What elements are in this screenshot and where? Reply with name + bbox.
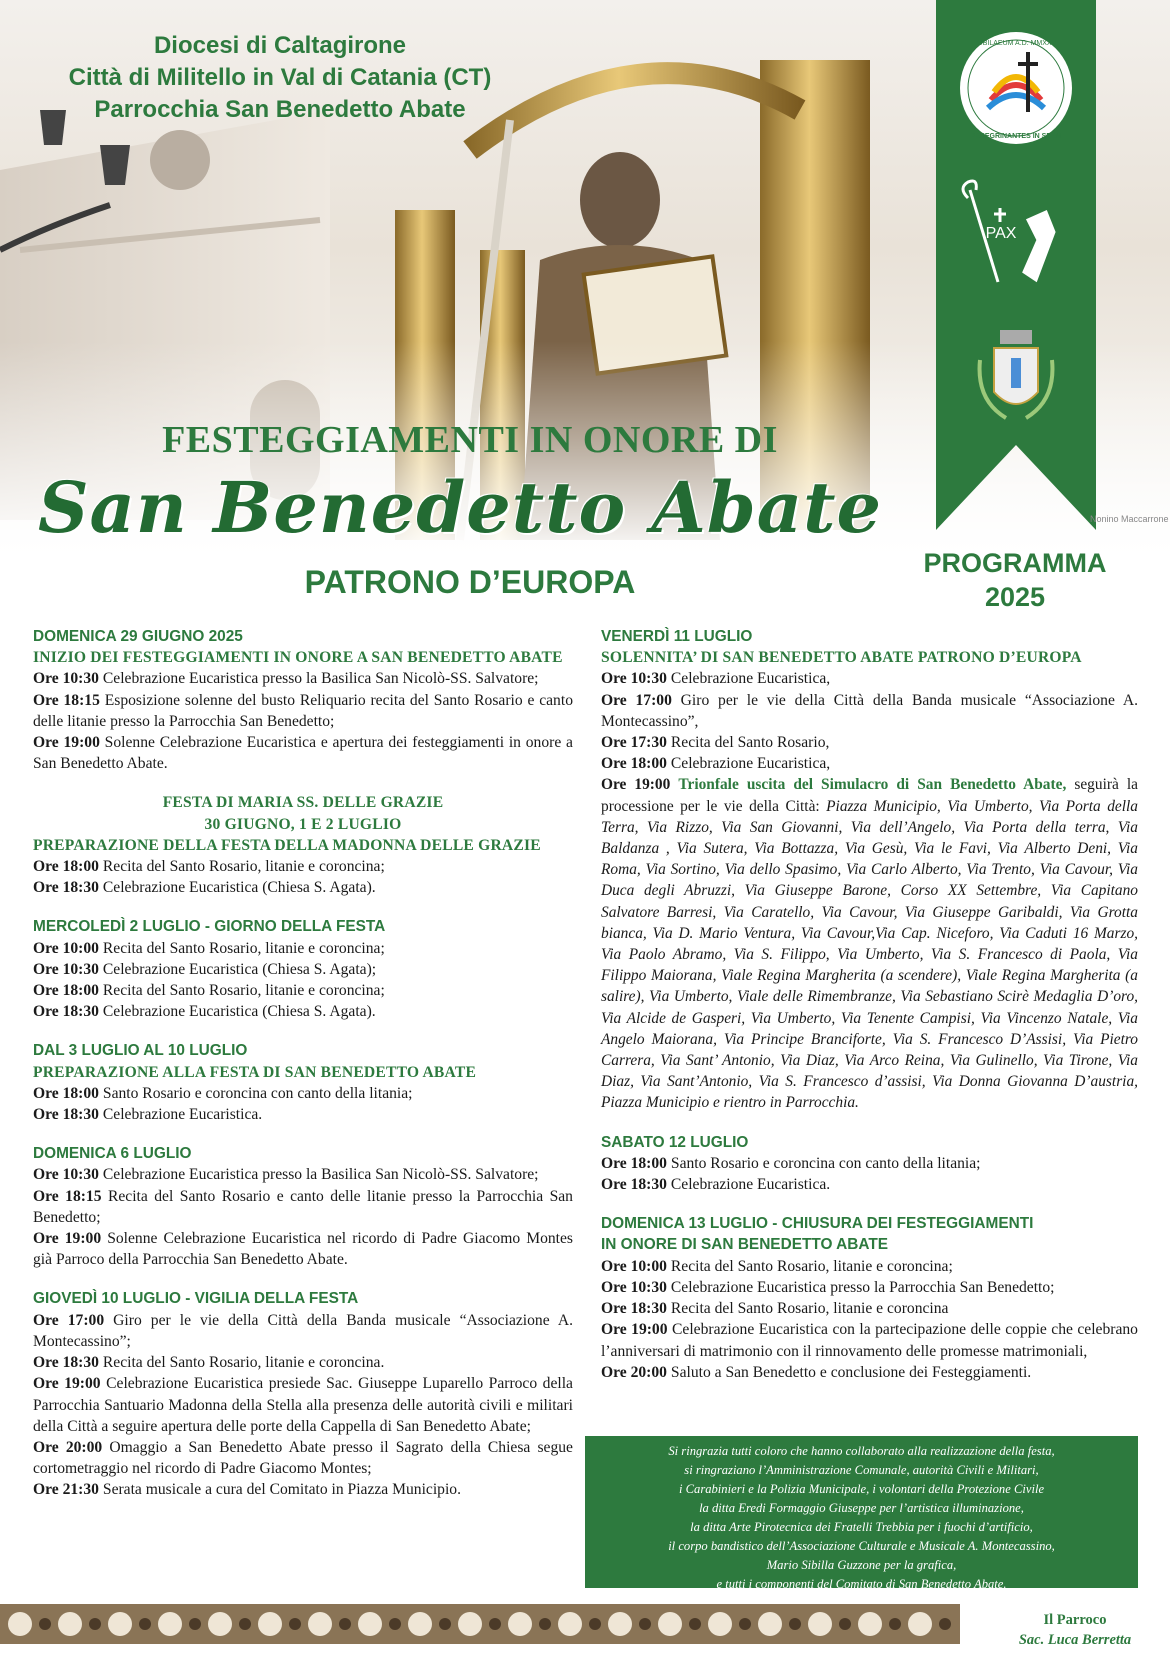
thanks-line: il corpo bandistico dell’Associazione Culturale e Musicale A. Montecassino, (668, 1539, 1055, 1553)
section-date: VENERDÌ 11 LUGLIO (601, 628, 753, 645)
thanks-line: i Carabinieri e la Polizia Municipale, i volontari della Protezione Civile (678, 1482, 1045, 1496)
thanks-line: Si ringrazia tutti coloro che hanno collaborato alla realizzazione della festa, (668, 1444, 1055, 1458)
thanks-line: e tutti i componenti del Comitato di San Benedetto Abate. (716, 1577, 1007, 1591)
schedule-item: Ore 18:30 Recita del Santo Rosario, litanie e coroncina. (33, 1354, 385, 1372)
section-madonna-grazie (33, 792, 573, 898)
schedule-item: Ore 18:00 Recita del Santo Rosario, litanie e coroncina; (33, 858, 385, 876)
section-date: DAL 3 LUGLIO AL 10 LUGLIO (33, 1042, 248, 1060)
schedule-item: Ore 18:30 Recita del Santo Rosario, litanie e coroncina (601, 1300, 949, 1318)
schedule-item: Ore 20:00 Saluto a San Benedetto e conclusione dei Festeggiamenti. (601, 1363, 1032, 1381)
schedule-item: Ore 18:00 Recita del Santo Rosario, litanie e coroncina; (33, 982, 385, 1000)
schedule-item: Ore 18:30 Celebrazione Eucaristica (Chiesa S. Agata). (33, 1003, 376, 1021)
section-subtitle: PREPARAZIONE ALLA FESTA DI SAN BENEDETTO ABATE (33, 1063, 477, 1081)
schedule-item: Ore 17:00 Giro per le vie della Città della Banda musicale “Associazione A. Montecassino”; (33, 1311, 573, 1350)
parroco-role: Il Parroco (1043, 1612, 1107, 1628)
schedule-item: Ore 18:00 Santo Rosario e coroncina con canto della litania; (33, 1084, 413, 1102)
section-july-3-10 (33, 1040, 573, 1125)
acknowledgements-box (585, 1436, 1138, 1591)
diocese-label: Diocesi di Caltagirone (153, 32, 407, 59)
procession-item: Ore 19:00 Trionfale uscita del Simulacro di San Benedetto Abate, seguirà la processione per le vie della Città: Piazza Municipio, Via Umberto, Via Porta della Terra, Via Rizzo, Via San Giovanni, Via dell’Angelo, Via Porta della terra, Via Baldanza , Via Sutera, Via Bottazza, Via Gesù, Via le Favi, Via Alberto Deni, Via Roma, Via Sortino, Via dello Spasimo, Via Carlo Alberto, Via Trento, Via Cavour, Via Duca degli Abruzzi, Via Giuseppe Barone, Corso XX Settembre, Via Capitano Salvatore Barresi, Via Caratello, Via Cavour, Via Giuseppe Garibaldi, Via Grotta bianca, Via D. Mario Ventura, Via Cavour,Via Cap. Niceforo, Via Caduti 16 Marzo, Via Paolo Abramo, Via S. Filippo, Via Umberto, Via S. Francesco di Paola, Via Filippo Maiorana, Viale Regina Margherita (a scendere), Viale Regina Margherita (a salire), Via Umberto, Viale delle Rimembranze, Via Sebastiano Scirè Medaglia D’oro, Via Alcide de Gasperi, Via Umberto, Via Tenente Campisi, Via Vincenzo Natale, Via Angelo Maiorana, Via Principe Branciforte, Via S. Francesco D’Assisi, Via Pietro Carrera, Via Sant’ Antonio, Via Diaz, Via Arco Reina, Via Gulinello, Via Tirone, Via Diaz, Via Sant’Antonio, Via S. Francesco d’assisi, Via Donna Giovanna D’austria, Piazza Municipio e rientro in Parrocchia. (601, 776, 1138, 1112)
thanks-line: la ditta Eredi Formaggio Giuseppe per l’artistica illuminazione, (699, 1501, 1024, 1515)
schedule-item: Ore 18:30 Celebrazione Eucaristica (Chiesa S. Agata). (33, 879, 376, 897)
procession-route: Piazza Municipio, Via Umberto, Via Porta della Terra, Via Rizzo, Via San Giovanni, Via dell’Angelo, Via Porta della terra, Via Baldanza , Via Sutera, Via Bottazza, Via Gesù, Via le Favi, Via Alberto Deni, Via Roma, Via Sortino, Via dello Spasimo, Via Carlo Alberto, Via Trento, Via Cavour, Via Duca degli Abruzzi, Via Giuseppe Barone, Corso XX Settembre, Via Capitano Salvatore Barresi, Via Caratello, Via Cavour, Via Giuseppe Garibaldi, Via Grotta bianca, Via D. Mario Ventura, Via Cavour,Via Cap. Niceforo, Via Caduti 16 Marzo, Via Paolo Abramo, Via S. Filippo, Via Umberto, Via S. Francesco di Paola, Via Filippo Maiorana, Viale Regina Margherita (a scendere), Viale Regina Margherita (a salire), Via Umberto, Viale delle Rimembranze, Via Sebastiano Scirè Medaglia D’oro, Via Alcide de Gasperi, Via Umberto, Via Tenente Campisi, Via Vincenzo Natale, Via Angelo Maiorana, Via Principe Branciforte, Via S. Francesco D’Assisi, Via Pietro Carrera, Via Sant’ Antonio, Via Diaz, Via Arco Reina, Via Gulinello, Via Tirone, Via Diaz, Via Sant’Antonio, Via S. Francesco d’assisi, Via Donna Giovanna D’austria, Piazza Municipio e rientro in Parrocchia. (601, 797, 1138, 1112)
schedule-item: Ore 18:15 Esposizione solenne del busto Reliquario recita del Santo Rosario e canto delle litanie presso la Parrocchia San Benedetto; (33, 691, 573, 730)
section-date: GIOVEDÌ 10 LUGLIO - VIGILIA DELLA FESTA (33, 1290, 359, 1308)
hero-section (0, 0, 1170, 620)
signature-block (990, 1610, 1160, 1650)
svg-text:PEREGRINANTES IN SPEM: PEREGRINANTES IN SPEM (970, 133, 1062, 140)
section-date: SABATO 12 LUGLIO (601, 1133, 749, 1151)
program-word: PROGRAMMA (923, 548, 1107, 578)
section-title: FESTA DI MARIA SS. DELLE GRAZIE (162, 794, 444, 812)
section-july-11 (601, 626, 1138, 1114)
thanks-line: si ringraziano l’Amministrazione Comunale, autorità Civili e Militari, (684, 1463, 1039, 1477)
schedule-item: Ore 18:00 Celebrazione Eucaristica, (601, 755, 831, 773)
section-subtitle: PREPARAZIONE DELLA FESTA DELLA MADONNA DELLE GRAZIE (33, 836, 541, 854)
schedule-item: Ore 19:00 Celebrazione Eucaristica con la partecipazione delle coppie che celebrano l’anniversari di matrimonio con il rinnovamento delle promesse matrimoniali, (601, 1321, 1138, 1360)
section-june-29 (33, 626, 573, 774)
schedule-item: Ore 19:00 Solenne Celebrazione Eucaristica nel ricordo di Padre Giacomo Montes già Parroco della Parrocchia San Benedetto Abate. (33, 1230, 573, 1269)
schedule-item: Ore 21:30 Serata musicale a cura del Comitato in Piazza Municipio. (33, 1481, 461, 1499)
schedule-item: Ore 20:00 Omaggio a San Benedetto Abate presso il Sagrato della Chiesa segue cortometraggio nel ricordo di Padre Giacomo Montes; (33, 1438, 573, 1478)
schedule-item: Ore 10:30 Celebrazione Eucaristica presso la Basilica San Nicolò-SS. Salvatore; (33, 670, 539, 688)
section-date: DOMENICA 6 LUGLIO (33, 1145, 192, 1163)
section-subtitle: IN ONORE DI SAN BENEDETTO ABATE (601, 1236, 889, 1254)
section-subtitle: SOLENNITA’ DI SAN BENEDETTO ABATE PATRONO D’EUROPA (601, 649, 1082, 667)
section-date: MERCOLEDÌ 2 LUGLIO - GIORNO DELLA FESTA (33, 918, 386, 936)
schedule-item: Ore 18:30 Celebrazione Eucaristica. (33, 1106, 263, 1124)
section-july-2 (33, 916, 573, 1022)
schedule-item: Ore 18:30 Celebrazione Eucaristica. (601, 1176, 831, 1194)
schedule-item: Ore 10:30 Celebrazione Eucaristica, (601, 670, 831, 688)
schedule-item: Ore 19:00 Celebrazione Eucaristica presiede Sac. Giuseppe Luparello Parroco della Parrocchia Santuario Madonna della Stella alla presenza delle autorità civili e militari della Città a seguire apertura delle porte della Cappella di San Benedetto Abate; (33, 1375, 573, 1435)
section-date: DOMENICA 29 GIUGNO 2025 (33, 628, 243, 645)
parish-label: Parrocchia San Benedetto Abate (94, 96, 466, 123)
festivities-title: FESTEGGIAMENTI IN ONORE DI (162, 419, 778, 461)
schedule-item: Ore 10:30 Celebrazione Eucaristica presso la Parrocchia San Benedetto; (601, 1278, 1055, 1296)
patron-subtitle: PATRONO D’EUROPA (304, 564, 636, 600)
thanks-line: Mario Sibilla Guzzone per la grafica, (766, 1558, 957, 1572)
section-date: DOMENICA 13 LUGLIO - CHIUSURA DEI FESTEGGIAMENTI (601, 1215, 1034, 1233)
svg-text:PAX: PAX (985, 225, 1017, 242)
thanks-line: la ditta Arte Pirotecnica dei Fratelli Trebbia per i fuochi d’artificio, (690, 1520, 1033, 1534)
schedule-item: Ore 18:00 Santo Rosario e coroncina con canto della litania; (601, 1154, 981, 1172)
schedule-right-column (601, 626, 1138, 1401)
section-subtitle: INIZIO DEI FESTEGGIAMENTI IN ONORE A SAN BENEDETTO ABATE (33, 649, 563, 667)
section-dates: 30 GIUGNO, 1 E 2 LUGLIO (204, 815, 402, 833)
parroco-name: Sac. Luca Berretta (1018, 1632, 1132, 1648)
schedule-item: Ore 19:00 Solenne Celebrazione Eucaristica e apertura dei festeggiamenti in onore a San Benedetto Abate. (33, 734, 573, 773)
svg-text:IUBILAEUM A.D. MMXXV: IUBILAEUM A.D. MMXXV (975, 40, 1057, 47)
section-july-12 (601, 1132, 1138, 1196)
schedule-left-column (33, 626, 573, 1519)
schedule-item: Ore 17:30 Recita del Santo Rosario, (601, 734, 830, 752)
photo-credit: Nonino Maccarrone (1090, 514, 1169, 524)
section-july-10 (33, 1288, 573, 1500)
schedule-item: Ore 10:00 Recita del Santo Rosario, litanie e coroncina; (601, 1257, 953, 1275)
decorative-frieze (0, 1604, 960, 1644)
program-year: 2025 (984, 582, 1046, 612)
section-july-6 (33, 1143, 573, 1270)
schedule-item: Ore 18:15 Recita del Santo Rosario e canto delle litanie presso la Parrocchia San Benedetto; (33, 1187, 573, 1226)
schedule-item: Ore 17:00 Giro per le vie della Città della Banda musicale “Associazione A. Montecassino”, (601, 691, 1138, 730)
schedule-item: Ore 10:30 Celebrazione Eucaristica (Chiesa S. Agata); (33, 960, 377, 978)
schedule-item: Ore 10:30 Celebrazione Eucaristica presso la Basilica San Nicolò-SS. Salvatore; (33, 1166, 539, 1184)
jubilee-logo-icon (960, 32, 1072, 144)
green-ribbon-banner (936, 0, 1096, 530)
section-july-13 (601, 1213, 1138, 1383)
saint-name-title: San Benedetto Abate (38, 466, 882, 549)
program-label (880, 546, 1150, 614)
city-label: Città di Militello in Val di Catania (CT) (68, 64, 492, 91)
schedule-item: Ore 10:00 Recita del Santo Rosario, litanie e coroncina; (33, 939, 385, 957)
